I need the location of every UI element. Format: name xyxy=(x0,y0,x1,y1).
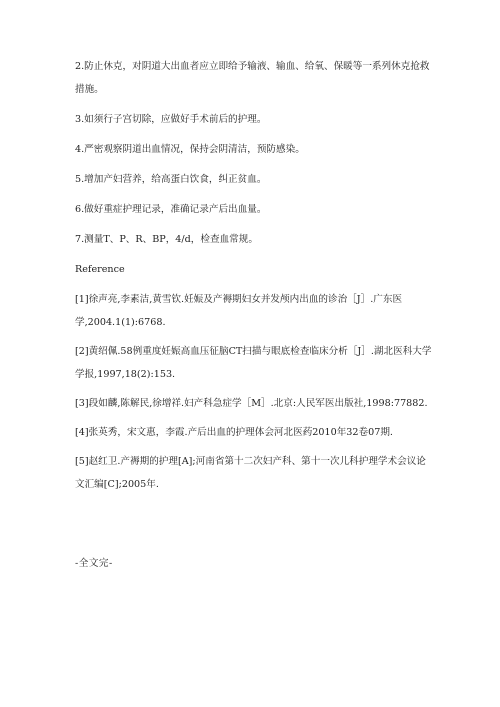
reference-item-1: [1]徐声亮,李素洁,黄雪钦.妊娠及产褥期妇女并发颅内出血的诊治［J］.广东医学,2004.1(1):6768. xyxy=(75,294,403,328)
list-item-5: 5.增加产妇营养，给高蛋白饮食，纠正贫血。 xyxy=(75,174,267,185)
reference-heading: Reference xyxy=(75,264,125,275)
list-item-6: 6.做好重症护理记录，准确记录产后出血量。 xyxy=(75,204,267,215)
list-item-3: 3.如须行子宫切除，应做好手术前后的护理。 xyxy=(75,114,267,125)
document-body xyxy=(75,55,435,502)
list-item-2: 2.防止休克，对阴道大出血者应立即给予输液、输血、给氧、保暖等一系列休克抢救措施。 xyxy=(75,61,430,95)
list-item-7: 7.测量T、P、R、BP，4/d，检查血常规。 xyxy=(75,234,258,245)
list-item-4: 4.严密观察阴道出血情况，保持会阴清洁，预防感染。 xyxy=(75,144,305,155)
reference-item-3: [3]段如麟,陈解民,徐增祥.妇产科急症学［M］.北京:人民军医出版社,1998:77882. xyxy=(75,398,428,409)
end-of-document-marker: -全文完- xyxy=(75,558,113,569)
reference-item-5: [5]赵红卫.产褥期的护理[A];河南省第十二次妇产科、第十一次儿科护理学术会议论文汇编[C];2005年. xyxy=(75,456,426,490)
reference-item-2: [2]黄绍佩.58例重度妊娠高血压征脑CT扫描与眼底检查临床分析［J］.湖北医科大学学报,1997,18(2):153. xyxy=(75,346,432,380)
reference-item-4: [4]张英秀，宋文惠，李霞.产后出血的护理体会河北医药2010年32卷07期. xyxy=(75,427,393,438)
